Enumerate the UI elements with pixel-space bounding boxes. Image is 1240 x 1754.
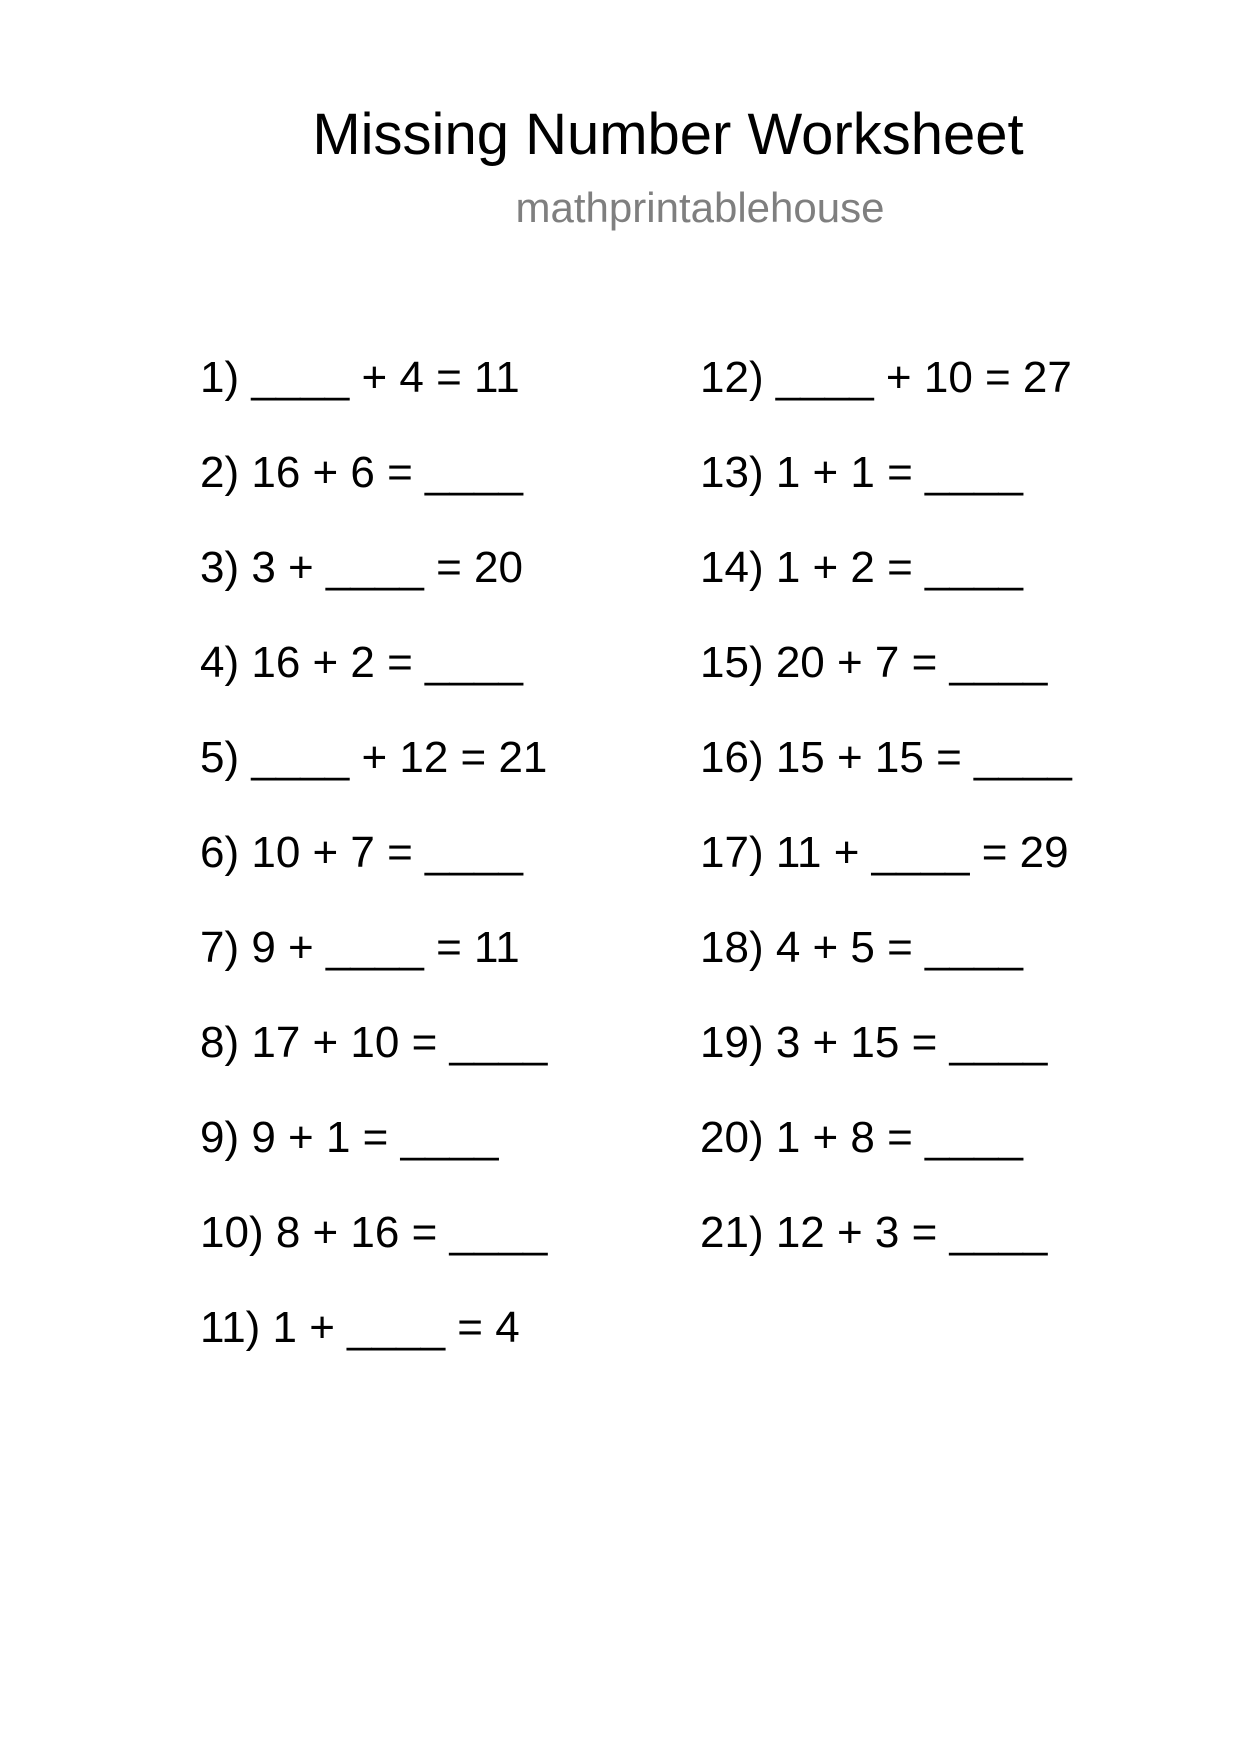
problem-6: 6) 10 + 7 = ____ (200, 828, 523, 877)
problem-column-left (200, 348, 547, 1393)
problem-4: 4) 16 + 2 = ____ (200, 638, 523, 687)
problem-12: 12) ____ + 10 = 27 (700, 353, 1072, 402)
problem-3: 3) 3 + ____ = 20 (200, 543, 523, 592)
problem-16: 16) 15 + 15 = ____ (700, 733, 1072, 782)
problem-21: 21) 12 + 3 = ____ (700, 1208, 1048, 1257)
problem-2: 2) 16 + 6 = ____ (200, 448, 523, 497)
problem-19: 19) 3 + 15 = ____ (700, 1018, 1048, 1067)
problem-5: 5) ____ + 12 = 21 (200, 733, 548, 782)
problem-14: 14) 1 + 2 = ____ (700, 543, 1023, 592)
problem-20: 20) 1 + 8 = ____ (700, 1113, 1023, 1162)
problem-7: 7) 9 + ____ = 11 (200, 923, 520, 972)
problem-15: 15) 20 + 7 = ____ (700, 638, 1048, 687)
problem-10: 10) 8 + 16 = ____ (200, 1208, 548, 1257)
problem-9: 9) 9 + 1 = ____ (200, 1113, 499, 1162)
problem-18: 18) 4 + 5 = ____ (700, 923, 1023, 972)
problem-17: 17) 11 + ____ = 29 (700, 828, 1069, 877)
problem-column-right (700, 348, 1072, 1298)
page-title: Missing Number Worksheet (312, 102, 1024, 167)
page-subtitle: mathprintablehouse (515, 184, 885, 231)
problem-13: 13) 1 + 1 = ____ (700, 448, 1023, 497)
problem-11: 11) 1 + ____ = 4 (200, 1303, 520, 1352)
problem-8: 8) 17 + 10 = ____ (200, 1018, 548, 1067)
problem-1: 1) ____ + 4 = 11 (200, 353, 520, 402)
